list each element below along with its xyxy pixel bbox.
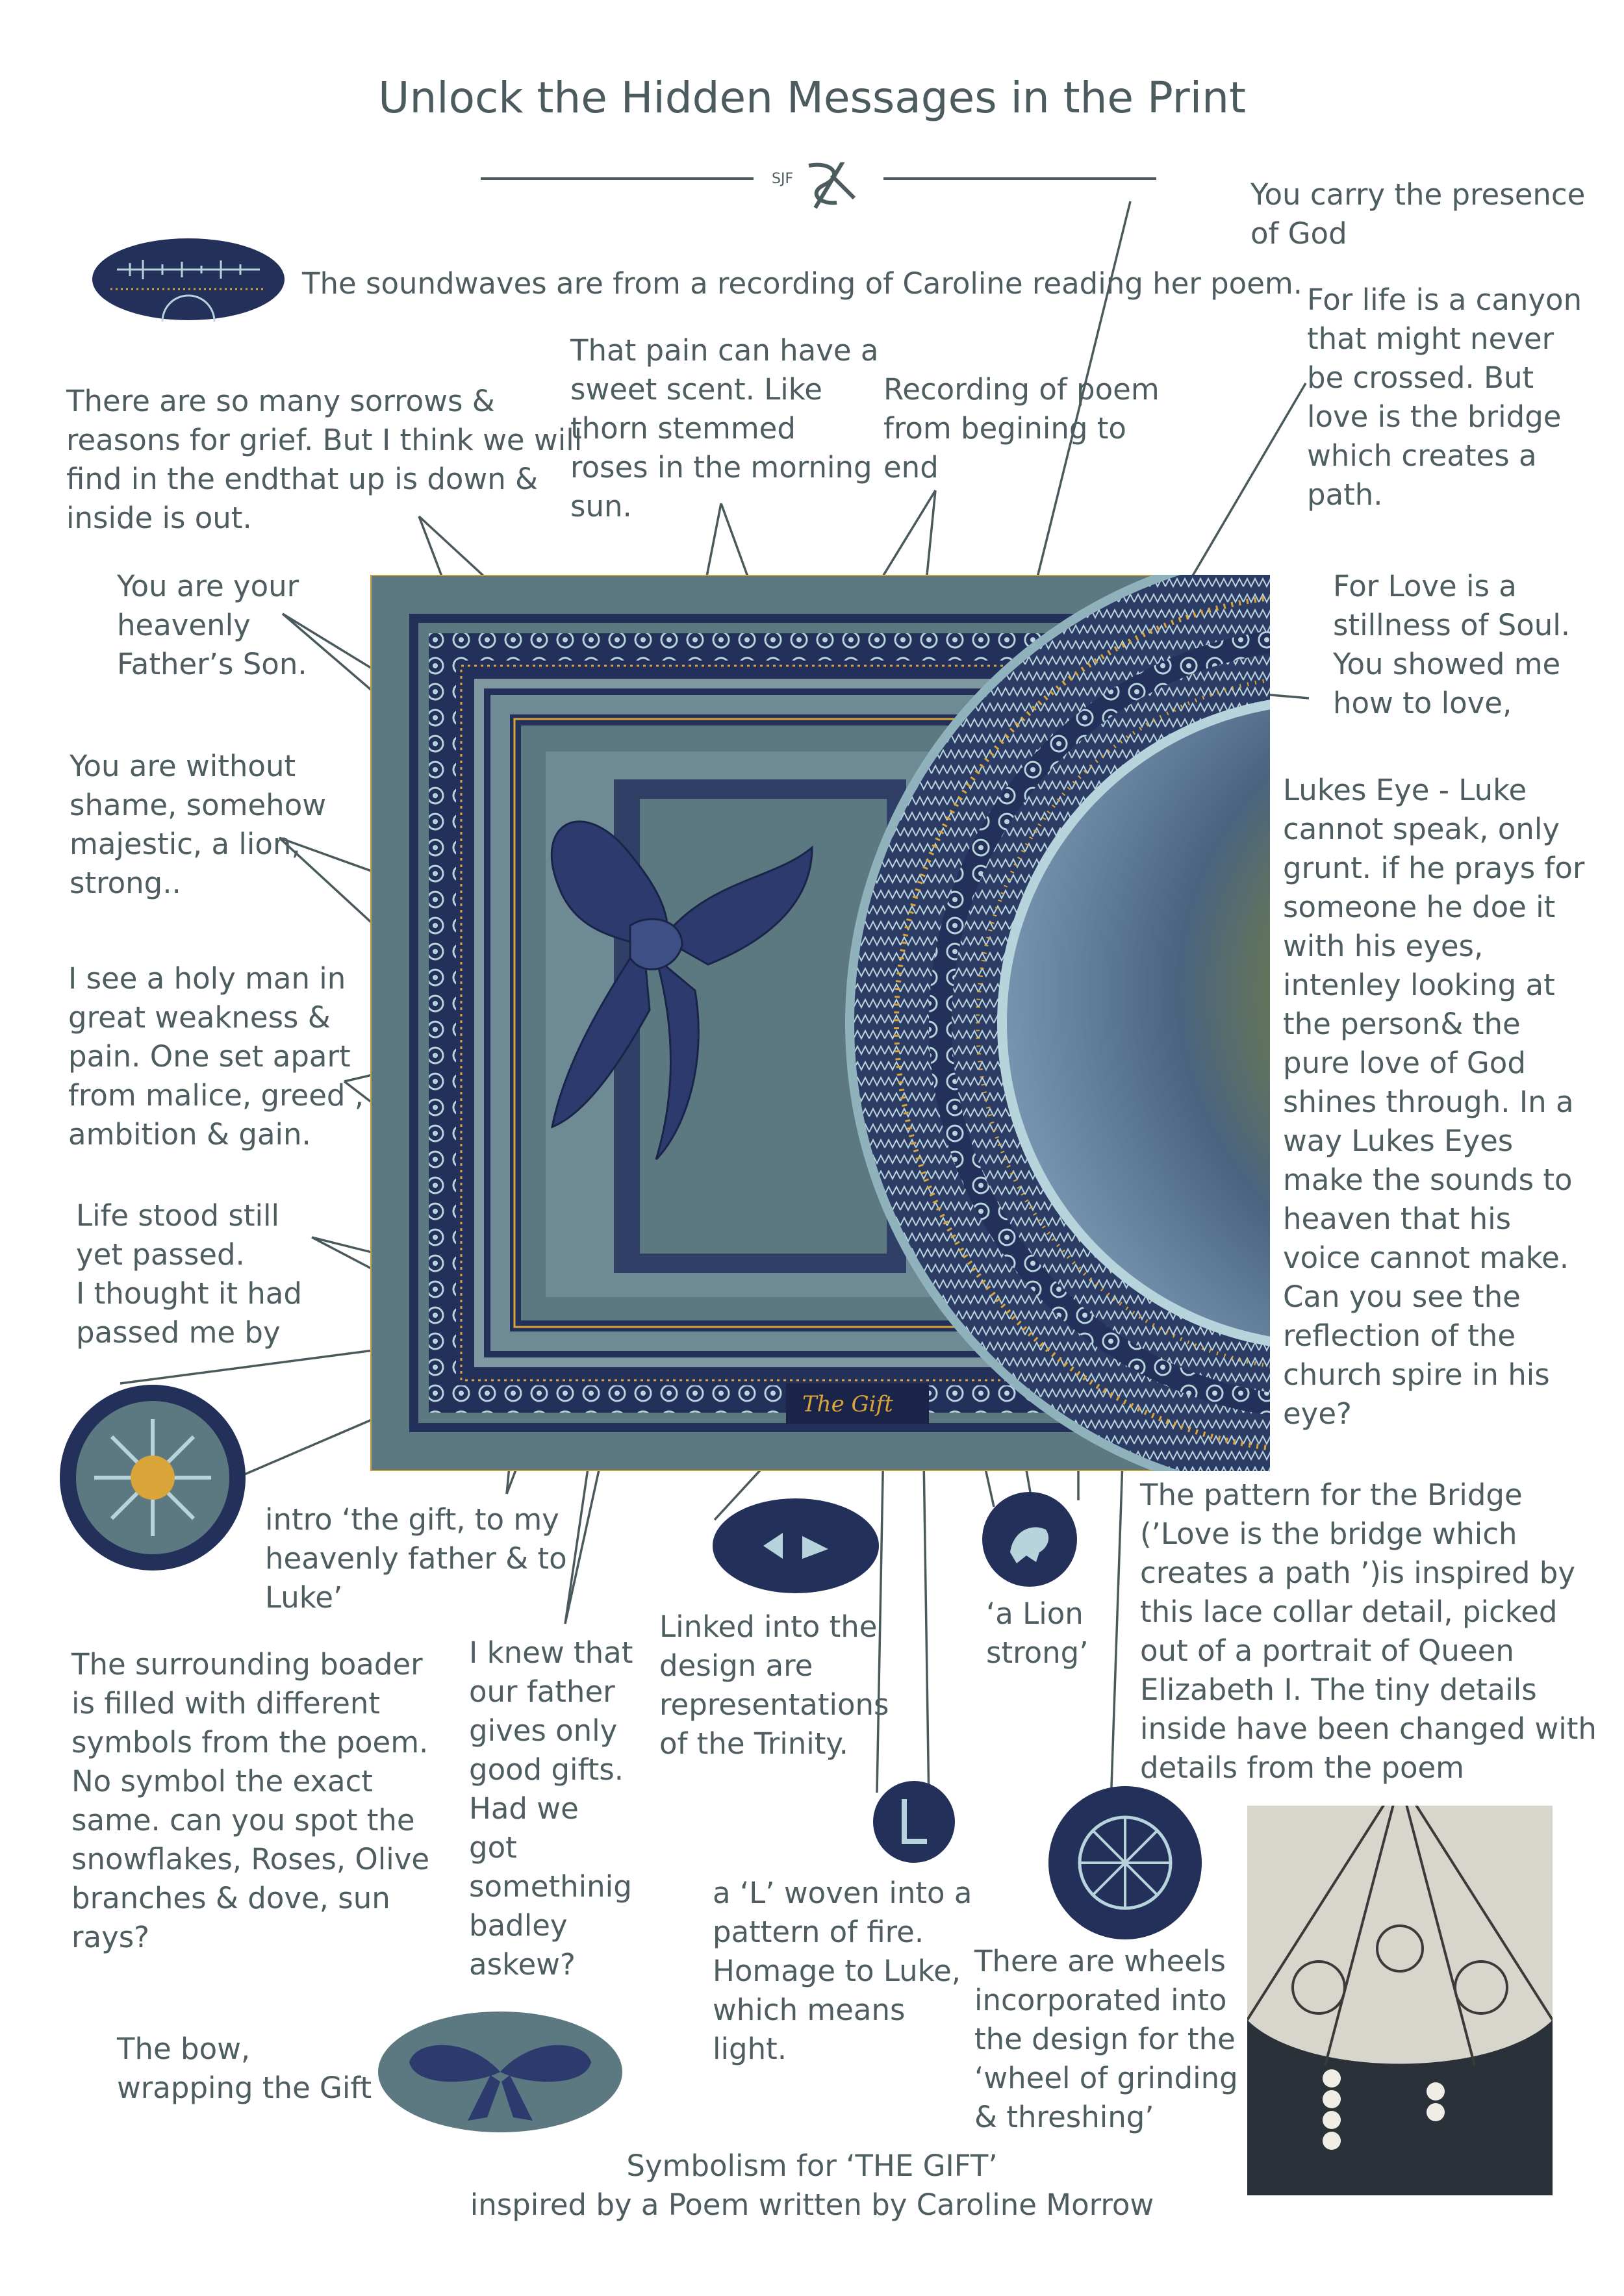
footer-line-2: inspired by a Poem written by Caroline Morrow bbox=[470, 2188, 1154, 2222]
note-l-woven-fire: a ‘L’ woven into a pattern of fire. Homage to Luke, which means light. bbox=[713, 1876, 972, 2066]
bow-thumbnail bbox=[377, 2010, 624, 2134]
brand-logo bbox=[772, 162, 854, 208]
note-without-shame: You are without shame, somehow majestic, a lion, strong.. bbox=[70, 749, 327, 900]
note-life-stood-still: Life stood still yet passed. I thought it had passed me by bbox=[76, 1198, 302, 1350]
note-bow: The bow, wrapping the Gift bbox=[117, 2032, 372, 2105]
note-bridge-pattern: The pattern for the Bridge (’Love is the bridge which creates a path ’)is inspired by this lace collar detail, picked out of a portrait of Queen Elizabeth I. The tiny details inside have been changed with details from the poem bbox=[1140, 1478, 1597, 1785]
note-presence-of-god: You carry the presence of God bbox=[1250, 177, 1586, 251]
note-intro: intro ‘the gift, to my heavenly father & to Luke’ bbox=[265, 1502, 567, 1615]
snowflake-medallion-thumbnail bbox=[58, 1383, 247, 1572]
scarf-artwork bbox=[370, 575, 1270, 1471]
soundwave-thumbnail bbox=[91, 237, 286, 322]
title-divider bbox=[481, 162, 1156, 214]
note-trinity: Linked into the design are representations of the Trinity. bbox=[659, 1609, 889, 1761]
wheel-thumbnail bbox=[1047, 1785, 1203, 1941]
note-border-symbols: The surrounding boader is filled with different symbols from the poem. No symbol the exact same. can you spot the snowflakes, Roses, Olive branches & dove, sun rays? bbox=[71, 1647, 430, 1954]
note-fathers-son: You are your heavenly Father’s Son. bbox=[117, 569, 307, 681]
note-pain-sweet-scent: That pain can have a sweet scent. Like thorn stemmed roses in the morning sun. bbox=[570, 333, 879, 524]
lion-thumbnail bbox=[981, 1491, 1078, 1588]
note-recording: Recording of poem from begining to end bbox=[883, 372, 1160, 485]
fire-l-thumbnail bbox=[872, 1780, 956, 1864]
page-title: Unlock the Hidden Messages in the Print bbox=[378, 73, 1246, 123]
trinity-thumbnail bbox=[711, 1497, 880, 1595]
note-good-gifts: I knew that our father gives only good gifts. Had we got somethinig badley askew? bbox=[469, 1635, 633, 1982]
footer-line-1: Symbolism for ‘THE GIFT’ bbox=[626, 2149, 998, 2183]
note-lukes-eye: Lukes Eye - Luke cannot speak, only grunt. if he prays for someone he doe it with his eyes, intenley looking at the person& the pure love of God shines through. In a way Lukes Eyes make the sounds to heaven that his voice cannot make. Can you see the reflection of the church spire in his eye? bbox=[1283, 773, 1585, 1431]
scarf-label: The Gift bbox=[802, 1391, 893, 1417]
note-wheels: There are wheels incorporated into the design for the ‘wheel of grinding & threshing’ bbox=[974, 1944, 1238, 2134]
lace-collar-photo bbox=[1247, 1806, 1553, 2195]
note-soundwaves: The soundwaves are from a recording of Caroline reading her poem. bbox=[302, 266, 1303, 301]
note-lion-strong: ‘a Lion strong’ bbox=[986, 1596, 1089, 1670]
note-sorrows: There are so many sorrows & reasons for grief. But I think we will find in the endthat up is down & inside is out. bbox=[66, 384, 583, 535]
note-canyon: For life is a canyon that might never be crossed. But love is the bridge which creates a path. bbox=[1307, 283, 1582, 512]
logo-text: SJF bbox=[772, 171, 794, 187]
note-stillness: For Love is a stillness of Soul. You showed me how to love, bbox=[1333, 569, 1571, 720]
note-holy-man: I see a holy man in great weakness & pain. One set apart from malice, greed , ambition & gain. bbox=[68, 961, 364, 1152]
